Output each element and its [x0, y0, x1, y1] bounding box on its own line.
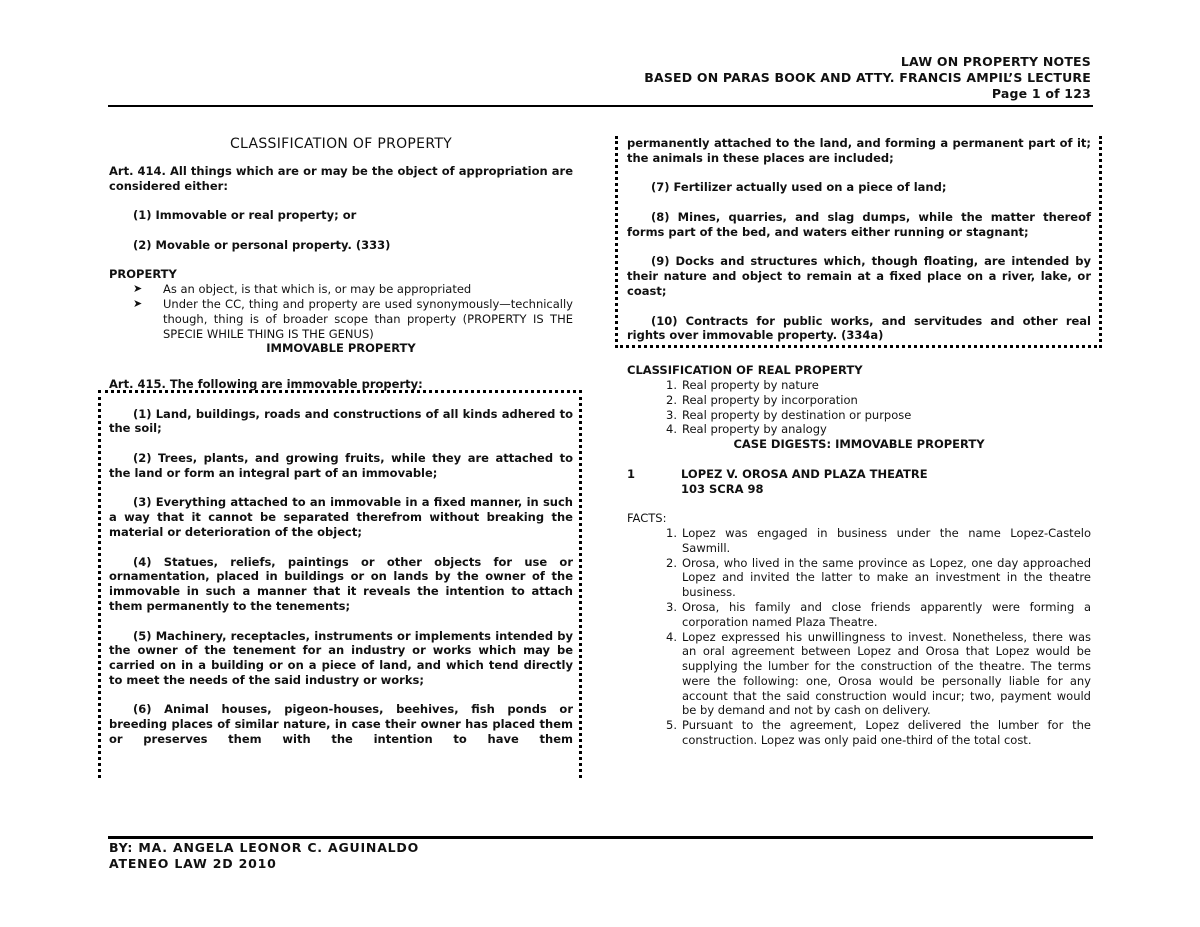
case-digests-heading: CASE DIGESTS: IMMOVABLE PROPERTY: [733, 437, 985, 452]
list-item: 5. Pursuant to the agreement, Lopez delivered the lumber for the construction. Lopez was only paid one-third of the total cost.: [666, 718, 1091, 748]
art-415-item: (3) Everything attached to an immovable in a fixed manner, in such a way that it cannot be separated therefrom without breaking the material or deterioration of the object;: [109, 495, 573, 539]
art-415-item: (8) Mines, quarries, and slag dumps, while the matter thereof forms part of the bed, and waters either running or stagnant;: [627, 209, 1091, 239]
immovable-heading: IMMOVABLE PROPERTY: [266, 341, 416, 356]
author-line: BY: MA. ANGELA LEONOR C. AGUINALDO: [109, 840, 420, 855]
school-line: ATENEO LAW 2D 2010: [109, 856, 277, 871]
property-bullets: [109, 282, 573, 341]
list-item: 4. Lopez expressed his unwillingness to invest. Nonetheless, there was an oral agreement between Lopez and Orosa that Lopez would be supplying the lumber for the construction of the theatre. The terms were the following: one, Orosa would be personally liable for any account that the said construction would incur; two, payment would be by demand and not by cash on delivery.: [666, 629, 1091, 718]
list-item: 3. Orosa, his family and close friends apparently were forming a corporation named Plaza Theatre.: [666, 599, 1091, 629]
list-item: 4. Real property by analogy: [666, 422, 827, 437]
right-column: [627, 136, 1091, 748]
bullet-item: ➤ As an object, is that which is, or may be appropriated: [133, 282, 472, 297]
art-415-item: (1) Land, buildings, roads and constructions of all kinds adhered to the soil;: [109, 406, 573, 436]
list-item: 1. Real property by nature: [666, 377, 819, 392]
art-415-continued: permanently attached to the land, and forming a permanent part of it; the animals in these places are included;: [627, 136, 1091, 165]
list-item: 2. Real property by incorporation: [666, 392, 858, 407]
facts-label: FACTS:: [627, 511, 667, 526]
art-415-item: (7) Fertilizer actually used on a piece of land;: [651, 180, 947, 195]
art-415-item: (5) Machinery, receptacles, instruments or implements intended by the owner of the tenement for an industry or works which may be carried on in a building or on a piece of land, and which tend directly to meet the needs of the said industry or works;: [109, 628, 573, 687]
art-415-item: (10) Contracts for public works, and servitudes and other real rights over immovable property. (334a): [627, 313, 1091, 343]
art-414-item: (1) Immovable or real property; or: [133, 208, 357, 223]
arrow-bullet-icon: ➤: [133, 282, 143, 296]
art-415-item: (4) Statues, reliefs, paintings or other objects for use or ornamentation, placed in buildings or on lands by the owner of the immovable in such a manner that it reveals the intention to attach them permanently to the tenements;: [109, 554, 573, 613]
list-item: 2. Orosa, who lived in the same province as Lopez, one day approached Lopez and invited the latter to make an investment in the theatre business.: [666, 555, 1091, 600]
facts-list: [627, 526, 1091, 748]
case-citation: 103 SCRA 98: [681, 481, 764, 496]
page-footer: [109, 840, 419, 872]
left-column: [109, 137, 573, 747]
art-414-text: Art. 414. All things which are or may be the object of appropriation are considered either:: [109, 163, 573, 193]
header-rule: [108, 105, 1093, 107]
section-title: CLASSIFICATION OF PROPERTY: [229, 136, 453, 152]
bullet-item: ➤ Under the CC, thing and property are used synonymously—technically though, thing is of broader scope than property (PROPERTY IS THE SPECIE WHILE THING IS THE GENUS): [133, 296, 573, 341]
art-415-text: Art. 415. The following are immovable property:: [109, 376, 423, 391]
footer-rule: [108, 836, 1093, 839]
case-entry: [627, 467, 1091, 497]
art-415-item: (6) Animal houses, pigeon-houses, beehives, fish ponds or breeding places of similar nature, in case their owner has placed them or preserves them with the intention to have them: [109, 702, 573, 747]
art-415-item: (2) Trees, plants, and growing fruits, while they are attached to the land or form an integral part of an immovable;: [109, 450, 573, 480]
case-title: LOPEZ V. OROSA AND PLAZA THEATRE: [681, 466, 928, 481]
property-heading: PROPERTY: [109, 267, 177, 282]
art-415-item: (9) Docks and structures which, though floating, are intended by their nature and object to remain at a fixed place on a river, lake, or coast;: [627, 254, 1091, 298]
list-item: 1. Lopez was engaged in business under the name Lopez-Castelo Sawmill.: [666, 525, 1091, 555]
page-header: [644, 54, 1091, 102]
header-title: LAW ON PROPERTY NOTES: [900, 54, 1091, 69]
header-subtitle: BASED ON PARAS BOOK AND ATTY. FRANCIS AMPIL’S LECTURE: [644, 70, 1091, 85]
article-415: [109, 371, 573, 747]
list-item: 3. Real property by destination or purpose: [666, 407, 912, 422]
page-number: Page 1 of 123: [991, 86, 1091, 101]
art-414-item: (2) Movable or personal property. (333): [133, 237, 391, 252]
classification-list: [627, 378, 1091, 437]
case-number: 1: [627, 466, 636, 481]
classification-heading: CLASSIFICATION OF REAL PROPERTY: [627, 363, 863, 378]
arrow-bullet-icon: ➤: [133, 296, 143, 310]
